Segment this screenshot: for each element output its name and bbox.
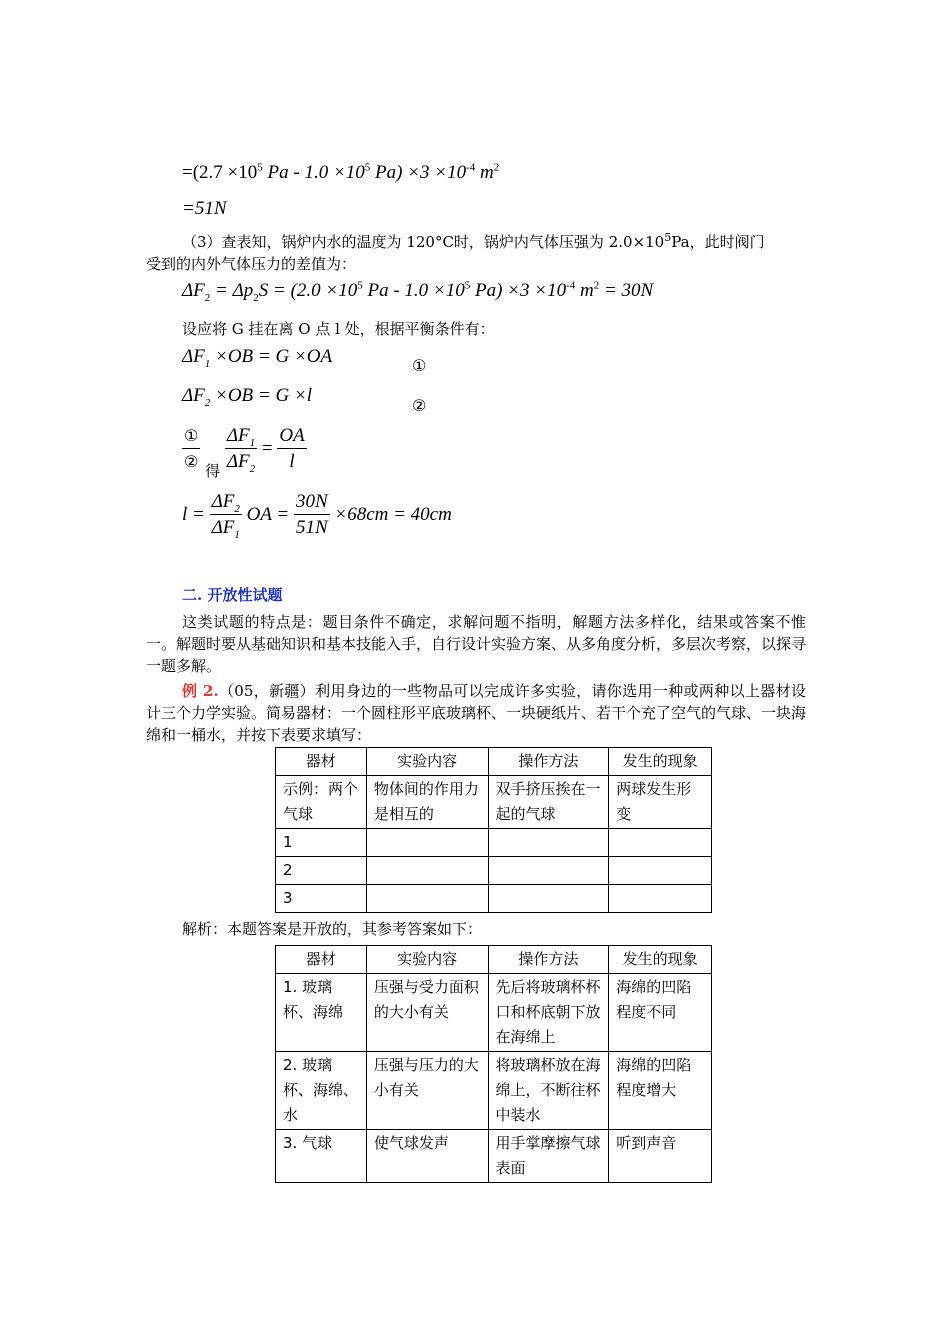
fraction-denominator: 51N [295, 517, 328, 538]
table-cell: 听到声音 [609, 1130, 712, 1183]
formula-sub: 2 [204, 291, 211, 304]
formula-text: ΔF [226, 425, 250, 446]
formula-text: = 30N [599, 280, 654, 301]
fraction-denominator [225, 449, 257, 475]
section-heading: 二. 开放性试题 [182, 586, 283, 604]
formula-text: OA = [246, 503, 290, 525]
table-header-cell: 操作方法 [488, 946, 609, 974]
table-row [276, 885, 712, 913]
table-row [276, 829, 712, 857]
table-cell: 海绵的凹陷程度不同 [609, 974, 712, 1052]
table-cell [488, 885, 609, 913]
ratio-markers-fraction [182, 424, 200, 475]
fraction-denominator: ② [184, 452, 199, 471]
experiment-table-answer [275, 945, 712, 1183]
formula-exp: 2 [493, 161, 500, 174]
paragraph-text: Pa，此时阀门 [671, 233, 765, 251]
table-cell: 两球发生形变 [609, 776, 712, 829]
l-result-equation [182, 490, 452, 541]
formula-sub: 1 [249, 436, 256, 449]
table-header-cell: 器材 [276, 946, 367, 974]
experiment-table-blank [275, 747, 712, 913]
table-cell [366, 885, 488, 913]
table-cell: 1 [276, 829, 367, 857]
formula-text: ΔF [211, 491, 235, 512]
formula-text: m [575, 280, 594, 301]
example-paragraph [146, 680, 806, 746]
table-cell [488, 857, 609, 885]
table-cell: 海绵的凹陷程度增大 [609, 1052, 712, 1130]
formula-text: ΔF [182, 385, 205, 406]
formula-text: ×OB = G ×OA [210, 346, 333, 367]
table-row [276, 974, 712, 1052]
formula-text: S = (2.0 ×10 [258, 280, 358, 301]
table-cell [609, 857, 712, 885]
fraction-numerator: 30N [294, 490, 330, 515]
formula-text: ×68cm = 40cm [334, 503, 452, 525]
table-cell [609, 829, 712, 857]
formula-sub: 1 [234, 528, 240, 541]
delta-f-fraction-2 [210, 490, 242, 541]
formula-text: l = [182, 503, 205, 525]
formula-text: = Δp [210, 280, 254, 301]
formula-text: Pa) ×3 ×10 [470, 280, 567, 301]
fraction-numerator [210, 490, 242, 515]
formula-exp: 5 [257, 161, 263, 174]
formula-sub: 2 [204, 396, 211, 409]
table-cell: 物体间的作用力是相互的 [366, 776, 488, 829]
paragraph-3-line2: 受到的内外气体压力的差值为： [146, 255, 357, 273]
formula-text: m [475, 162, 494, 183]
formula-exp: 2 [593, 279, 600, 292]
balance-condition-text: 设应将 G 挂在离 O 点 l 处，根据平衡条件有： [182, 320, 495, 338]
formula-text: ΔF [226, 451, 250, 472]
analysis-text: 解析：本题答案是开放的，其参考答案如下： [182, 920, 483, 938]
table-header-row [276, 748, 712, 776]
ratio-equation [182, 424, 307, 481]
delta-f-fraction [225, 424, 257, 475]
formula-exp: 5 [364, 161, 371, 174]
table-header-cell: 发生的现象 [609, 748, 712, 776]
table-cell: 用手掌摩擦气球表面 [488, 1130, 609, 1183]
formula-text: Pa) ×3 ×10 [370, 162, 467, 183]
de-text: 得 [205, 463, 221, 480]
fraction-denominator: l [289, 451, 295, 472]
formula-sub: 2 [253, 291, 259, 304]
formula-exp: -4 [466, 161, 476, 174]
formula-text: Pa - 1.0 ×10 [262, 162, 365, 183]
table-row [276, 1052, 712, 1130]
formula-sub: 1 [204, 357, 211, 370]
table-cell: 3 [276, 885, 367, 913]
table-header-cell: 实验内容 [366, 748, 488, 776]
table-cell: 将玻璃杯放在海绵上，不断往杯中装水 [488, 1052, 609, 1130]
example-text: （05，新疆）利用身边的一些物品可以完成许多实验，请你选用一种或两种以上器材设计三个力学实验。简易器材：一个圆柱形平底玻璃杯、一块硬纸片、若干个充了空气的气球、一块海绵和一桶水，并按下表要求填写： [146, 682, 807, 744]
formula-exp: -4 [566, 279, 576, 292]
equation-marker-2: ② [412, 396, 427, 415]
table-cell [488, 829, 609, 857]
equation-2 [182, 385, 312, 407]
formula-sub: 2 [234, 502, 240, 515]
equation-1 [182, 346, 332, 368]
table-cell: 压强与受力面积的大小有关 [366, 974, 488, 1052]
fraction-numerator: OA [277, 424, 306, 449]
table-cell: 压强与压力的大小有关 [366, 1052, 488, 1130]
formula-text: ×OB = G ×l [210, 385, 313, 406]
paragraph-exp: 5 [664, 231, 672, 244]
table-cell: 2. 玻璃杯、海绵、水 [276, 1052, 367, 1130]
fraction-numerator: ① [182, 424, 200, 449]
paragraph-text: （3）查表知，锅炉内水的温度为 120°C时，锅炉内气体压强为 2.0×10 [182, 233, 665, 251]
equals-sign: = [261, 437, 273, 459]
fraction-numerator [225, 424, 257, 449]
fraction-denominator [210, 515, 242, 541]
formula-delta-f2 [182, 280, 653, 302]
table-cell [366, 829, 488, 857]
paragraph-3-line1 [182, 231, 765, 252]
table-row [276, 1130, 712, 1183]
formula-sub: 2 [249, 462, 256, 475]
formula-pressure-difference-1 [182, 162, 499, 184]
formula-exp: 5 [357, 279, 363, 292]
example-label: 例 2. [182, 682, 219, 700]
table-cell [609, 885, 712, 913]
table-header-cell: 实验内容 [366, 946, 488, 974]
force-fraction [294, 490, 330, 541]
table-cell: 示例：两个气球 [276, 776, 367, 829]
formula-text: ΔF [182, 280, 205, 301]
equation-marker-1: ① [412, 356, 427, 375]
table-header-cell: 器材 [276, 748, 367, 776]
table-cell: 1. 玻璃杯、海绵 [276, 974, 367, 1052]
table-cell: 使气球发声 [366, 1130, 488, 1183]
formula-text: Pa - 1.0 ×10 [362, 280, 465, 301]
formula-result-51n: =51N [182, 198, 227, 219]
table-cell: 3. 气球 [276, 1130, 367, 1183]
table-header-cell: 操作方法 [488, 748, 609, 776]
table-cell: 双手挤压挨在一起的气球 [488, 776, 609, 829]
formula-text: ΔF [211, 517, 235, 538]
table-cell: 2 [276, 857, 367, 885]
table-row [276, 776, 712, 829]
formula-exp: 5 [464, 279, 471, 292]
table-header-row [276, 946, 712, 974]
table-cell [366, 857, 488, 885]
section-paragraph: 这类试题的特点是：题目条件不确定，求解问题不指明，解题方法多样化，结果或答案不惟一。解题时要从基础知识和基本技能入手，自行设计实验方案、从多角度分析，多层次考察，以探寻一题多解。 [146, 613, 807, 675]
oa-over-l-fraction [277, 424, 306, 475]
table-header-cell: 发生的现象 [609, 946, 712, 974]
table-row [276, 857, 712, 885]
formula-text: =(2.7 ×10 [182, 162, 258, 183]
table-cell: 先后将玻璃杯杯口和杯底朝下放在海绵上 [488, 974, 609, 1052]
formula-text: ΔF [182, 346, 205, 367]
